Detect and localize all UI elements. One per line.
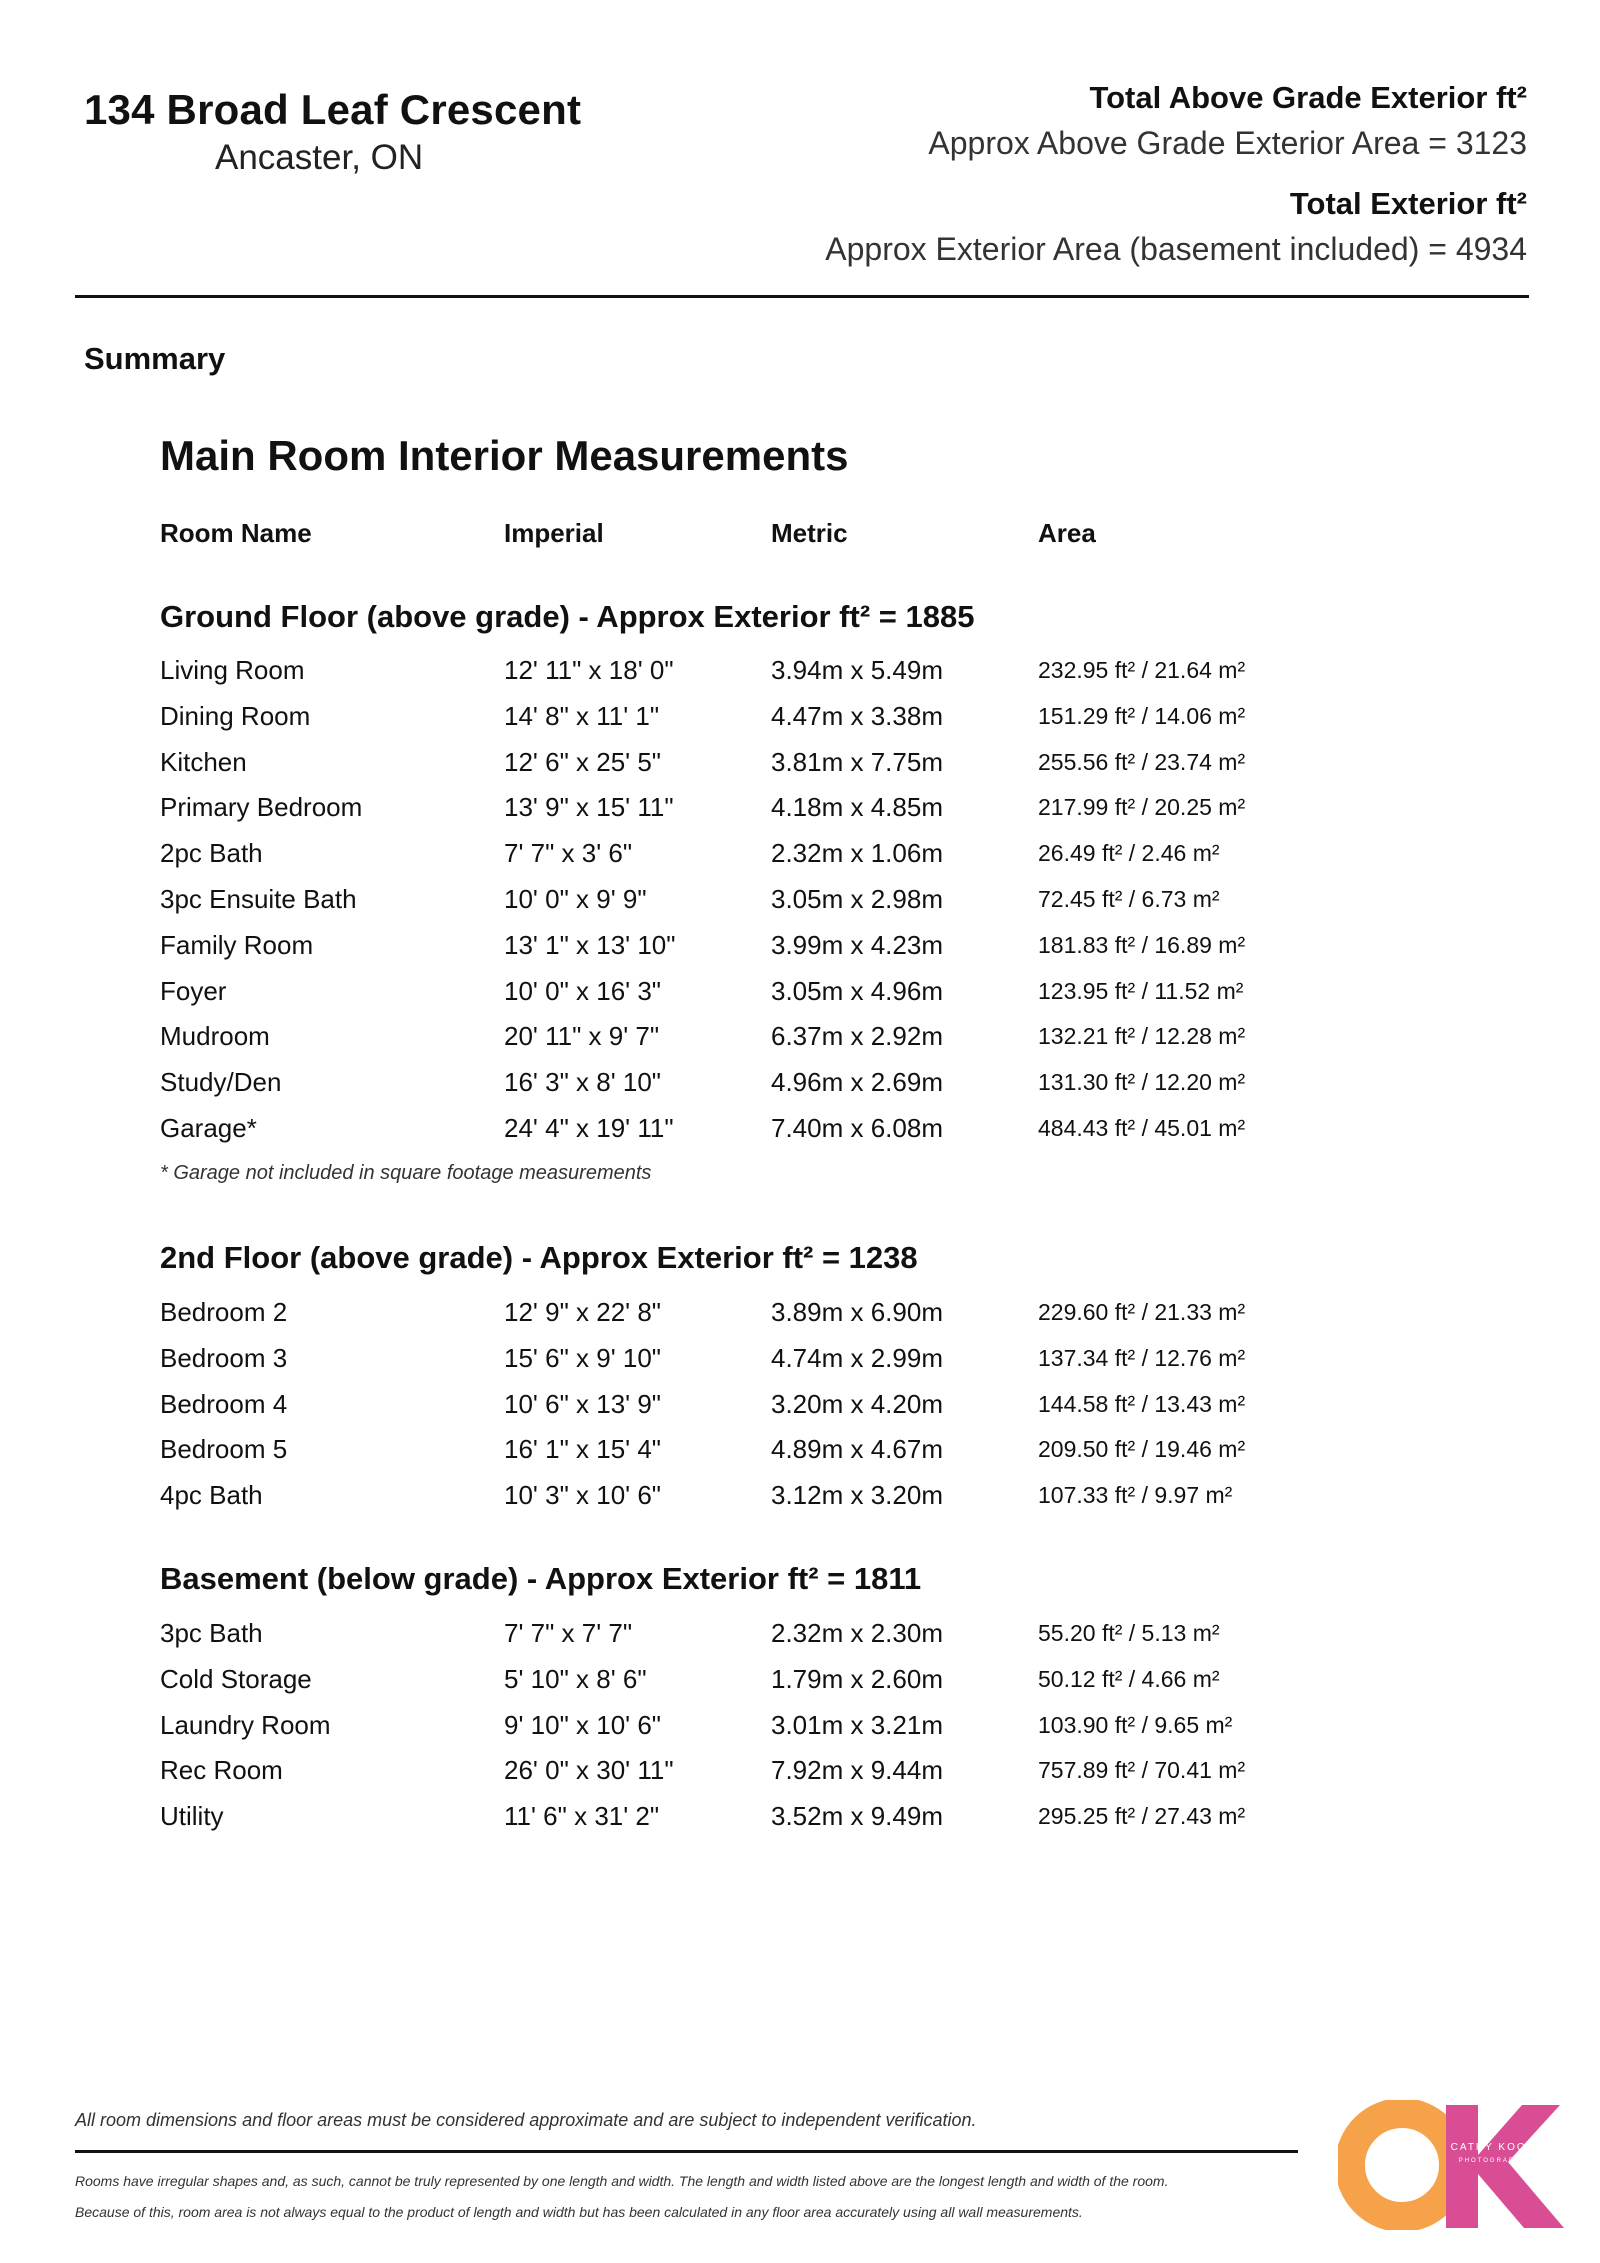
property-address: 134 Broad Leaf Crescent [84, 86, 582, 133]
room-area: 217.99 ft² / 20.25 m² [1038, 794, 1246, 821]
room-metric: 4.47m x 3.38m [771, 700, 943, 731]
room-name: Garage* [160, 1113, 257, 1143]
room-imperial: 26' 0" x 30' 11" [504, 1755, 674, 1786]
table-row [0, 655, 1600, 701]
room-area: 232.95 ft² / 21.64 m² [1038, 657, 1246, 683]
room-metric: 3.05m x 4.96m [771, 975, 943, 1006]
section-title-ground-floor: Ground Floor (above grade) - Approx Exterior ft² = 1885 [160, 599, 975, 634]
column-header-room: Room Name [160, 518, 312, 548]
table-row [0, 1664, 1600, 1710]
room-name: Bedroom 2 [160, 1297, 288, 1327]
room-metric: 3.89m x 6.90m [771, 1297, 943, 1327]
room-metric: 7.92m x 9.44m [771, 1755, 943, 1786]
room-name: 3pc Ensuite Bath [160, 884, 357, 914]
table-row [0, 838, 1600, 884]
footer-divider [75, 2150, 1298, 2153]
summary-label: Summary [84, 341, 226, 376]
table-row [0, 1434, 1600, 1480]
table-row [0, 1710, 1600, 1756]
header-divider [75, 295, 1529, 298]
room-metric: 6.37m x 2.92m [771, 1021, 943, 1052]
room-name: Foyer [160, 975, 227, 1006]
logo-k-letter [1446, 2105, 1564, 2228]
room-imperial: 10' 0" x 9' 9" [504, 884, 647, 914]
logo-subtitle: PHOTOGRAPHY [1458, 2158, 1528, 2164]
footer-note-line-2: Because of this, room area is not always equal to the product of length and width but has been calculated in any floor area accurately using all wall measurements. [75, 2204, 1083, 2220]
column-header-metric: Metric [771, 518, 848, 548]
room-name: Bedroom 5 [160, 1434, 288, 1465]
table-row [0, 1343, 1600, 1389]
room-metric: 2.32m x 1.06m [771, 838, 943, 869]
room-imperial: 9' 10" x 10' 6" [504, 1709, 662, 1740]
room-name: Kitchen [160, 746, 247, 777]
room-area: 26.49 ft² / 2.46 m² [1038, 840, 1220, 867]
room-area: 209.50 ft² / 19.46 m² [1038, 1436, 1246, 1463]
room-area: 181.83 ft² / 16.89 m² [1038, 931, 1246, 958]
room-metric: 3.94m x 5.49m [771, 655, 943, 685]
table-row [0, 976, 1600, 1022]
room-name: 3pc Bath [160, 1618, 263, 1648]
room-area: 123.95 ft² / 11.52 m² [1038, 977, 1244, 1004]
table-row [0, 1297, 1600, 1343]
room-name: Cold Storage [160, 1663, 312, 1694]
room-imperial: 7' 7" x 3' 6" [504, 838, 633, 869]
table-row [0, 1755, 1600, 1801]
room-area: 137.34 ft² / 12.76 m² [1038, 1344, 1246, 1371]
room-area: 131.30 ft² / 12.20 m² [1038, 1069, 1246, 1096]
table-row [0, 1021, 1600, 1067]
room-imperial: 24' 4" x 19' 11" [504, 1113, 674, 1143]
room-name: Living Room [160, 655, 305, 685]
room-area: 757.89 ft² / 70.41 m² [1038, 1757, 1246, 1784]
room-area: 295.25 ft² / 27.43 m² [1038, 1803, 1246, 1830]
room-metric: 4.18m x 4.85m [771, 792, 943, 823]
room-imperial: 11' 6" x 31' 2" [504, 1801, 660, 1832]
total-exterior-area: Approx Exterior Area (basement included) = 4934 [825, 231, 1527, 267]
room-name: Mudroom [160, 1021, 270, 1052]
room-metric: 3.20m x 4.20m [771, 1388, 943, 1419]
room-imperial: 13' 9" x 15' 11" [504, 792, 674, 823]
room-metric: 3.05m x 2.98m [771, 884, 943, 914]
room-imperial: 7' 7" x 7' 7" [504, 1618, 633, 1648]
room-metric: 4.89m x 4.67m [771, 1434, 943, 1465]
room-metric: 3.52m x 9.49m [771, 1801, 943, 1832]
room-imperial: 10' 3" x 10' 6" [504, 1480, 662, 1511]
room-name: Study/Den [160, 1067, 282, 1098]
table-row [0, 1389, 1600, 1435]
room-area: 72.45 ft² / 6.73 m² [1038, 886, 1220, 912]
room-name: Rec Room [160, 1755, 283, 1786]
table-row [0, 1618, 1600, 1664]
room-imperial: 16' 3" x 8' 10" [504, 1067, 662, 1098]
room-metric: 3.99m x 4.23m [771, 929, 943, 960]
room-area: 107.33 ft² / 9.97 m² [1038, 1482, 1233, 1509]
room-imperial: 12' 6" x 25' 5" [504, 746, 662, 777]
room-name: Bedroom 4 [160, 1388, 288, 1419]
room-metric: 4.74m x 2.99m [771, 1342, 943, 1373]
room-imperial: 13' 1" x 13' 10" [504, 929, 676, 960]
room-name: Bedroom 3 [160, 1342, 288, 1373]
table-row [0, 1067, 1600, 1113]
column-header-imperial: Imperial [504, 518, 604, 548]
room-area: 151.29 ft² / 14.06 m² [1038, 702, 1246, 729]
room-imperial: 14' 8" x 11' 1" [504, 700, 660, 731]
cathy-koop-logo [1338, 2100, 1570, 2230]
room-metric: 3.01m x 3.21m [771, 1709, 943, 1740]
room-metric: 1.79m x 2.60m [771, 1663, 943, 1694]
section-title-second-floor: 2nd Floor (above grade) - Approx Exterior ft² = 1238 [160, 1240, 918, 1275]
main-title: Main Room Interior Measurements [160, 432, 849, 479]
table-row [0, 930, 1600, 976]
room-name: Family Room [160, 929, 314, 960]
above-grade-title: Total Above Grade Exterior ft² [1089, 80, 1527, 115]
room-name: Utility [160, 1801, 224, 1832]
room-imperial: 15' 6" x 9' 10" [504, 1342, 662, 1373]
logo-name: CATHY KOOP [1450, 2142, 1536, 2153]
room-imperial: 5' 10" x 8' 6" [504, 1663, 647, 1694]
room-metric: 3.12m x 3.20m [771, 1480, 943, 1511]
room-imperial: 12' 11" x 18' 0" [504, 655, 674, 685]
room-name: Dining Room [160, 700, 311, 731]
table-row [0, 792, 1600, 838]
logo-o-ring [1350, 2113, 1454, 2217]
table-row [0, 1480, 1600, 1526]
section-title-basement: Basement (below grade) - Approx Exterior ft² = 1811 [160, 1561, 922, 1596]
room-name: 4pc Bath [160, 1480, 263, 1511]
room-metric: 3.81m x 7.75m [771, 746, 943, 777]
room-imperial: 12' 9" x 22' 8" [504, 1297, 662, 1327]
table-row [0, 747, 1600, 793]
room-area: 132.21 ft² / 12.28 m² [1038, 1023, 1246, 1050]
room-name: Primary Bedroom [160, 792, 363, 823]
room-metric: 4.96m x 2.69m [771, 1067, 943, 1098]
table-row [0, 701, 1600, 747]
room-name: 2pc Bath [160, 838, 263, 869]
footer-note-line-1: Rooms have irregular shapes and, as such, cannot be truly represented by one length and width. The length and width listed above are the longest length and width of the room. [75, 2173, 1169, 2189]
room-imperial: 10' 6" x 13' 9" [504, 1388, 662, 1419]
column-header-area: Area [1038, 518, 1096, 548]
total-exterior-title: Total Exterior ft² [1289, 186, 1527, 221]
room-area: 144.58 ft² / 13.43 m² [1038, 1390, 1246, 1417]
room-area: 229.60 ft² / 21.33 m² [1038, 1299, 1246, 1325]
table-row [0, 1113, 1600, 1159]
room-area: 103.90 ft² / 9.65 m² [1038, 1711, 1233, 1738]
property-city: Ancaster, ON [215, 138, 424, 177]
table-row [0, 1801, 1600, 1847]
above-grade-area: Approx Above Grade Exterior Area = 3123 [928, 125, 1527, 161]
room-area: 484.43 ft² / 45.01 m² [1038, 1115, 1246, 1141]
room-imperial: 16' 1" x 15' 4" [504, 1434, 662, 1465]
room-name: Laundry Room [160, 1709, 331, 1740]
room-area: 55.20 ft² / 5.13 m² [1038, 1620, 1220, 1646]
room-imperial: 10' 0" x 16' 3" [504, 975, 662, 1006]
garage-note: * Garage not included in square footage measurements [160, 1162, 652, 1184]
room-area: 255.56 ft² / 23.74 m² [1038, 748, 1246, 775]
footer-disclaimer: All room dimensions and floor areas must be considered approximate and are subject to independent verification. [75, 2110, 977, 2130]
room-imperial: 20' 11" x 9' 7" [504, 1021, 660, 1052]
table-row [0, 884, 1600, 930]
room-metric: 7.40m x 6.08m [771, 1113, 943, 1143]
room-area: 50.12 ft² / 4.66 m² [1038, 1665, 1220, 1692]
room-metric: 2.32m x 2.30m [771, 1618, 943, 1648]
